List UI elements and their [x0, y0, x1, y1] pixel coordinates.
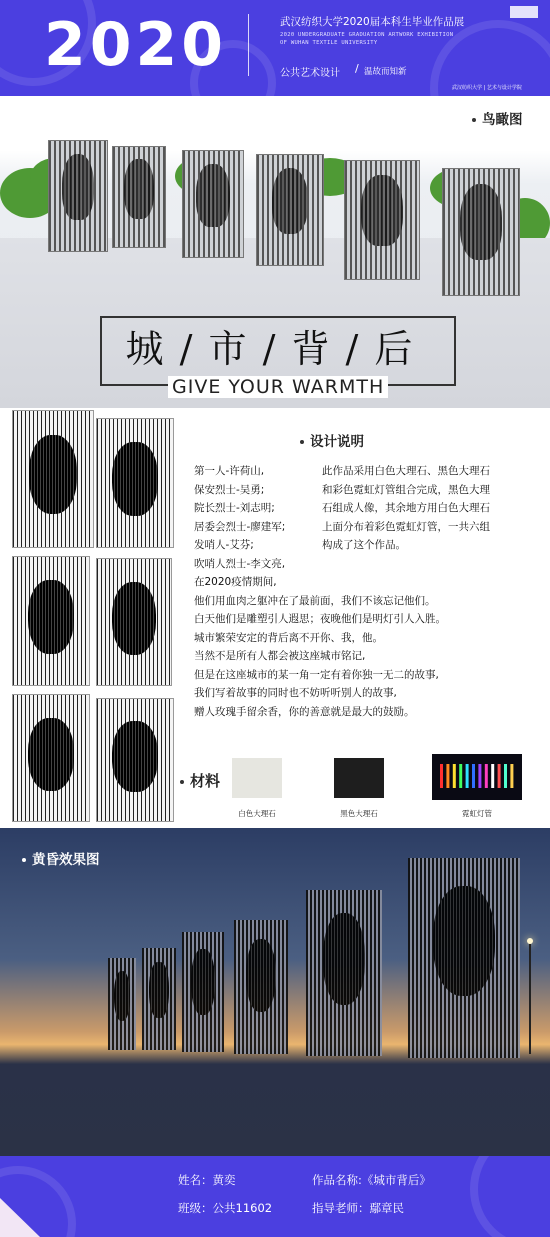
design-line: 他们用血肉之躯冲在了最前面，我们不该忘记他们。 — [194, 594, 436, 607]
motto-label: 温故而知新 — [364, 67, 407, 77]
dusk-heading — [22, 848, 100, 868]
portrait-face — [28, 718, 74, 791]
neon-tube-swatch — [432, 754, 522, 800]
work-title: 作品名称:《城市背后》 — [312, 1173, 431, 1187]
portrait-face — [196, 164, 230, 228]
design-line: 此作品采用白色大理石、黑色大理石 — [322, 465, 490, 477]
portrait-face — [323, 913, 366, 1004]
design-line: 发哨人-艾芬; — [194, 539, 254, 551]
neon-tube — [446, 764, 449, 788]
portrait-face — [29, 435, 77, 514]
footer-deco-ring — [470, 1156, 550, 1237]
portrait-image — [12, 410, 94, 548]
portrait-face — [149, 962, 168, 1018]
design-line: 赠人玫瑰手留余香，你的善意就是最大的鼓励。 — [194, 705, 415, 718]
design-heading-text: 设计说明 — [310, 434, 364, 450]
neon-tube — [510, 764, 513, 788]
exhibit-title: 武汉纺织大学2020届本科生毕业作品展 — [280, 16, 465, 28]
aerial-heading-text: 鸟瞰图 — [482, 112, 523, 128]
design-heading — [300, 430, 364, 450]
portrait-image — [12, 556, 90, 686]
university-logo: 武汉纺织大学 | 艺术与设计学院 — [452, 85, 522, 91]
major-label: 公共艺术设计 — [280, 68, 340, 79]
neon-tube — [498, 764, 501, 788]
portrait-face — [246, 939, 276, 1013]
neon-tube — [466, 764, 469, 788]
materials-heading — [180, 770, 220, 791]
neon-tube — [440, 764, 443, 788]
bullet-icon — [472, 118, 476, 122]
material-label: 白色大理石 — [238, 809, 276, 818]
neon-tube — [491, 764, 494, 788]
bullet-icon — [300, 440, 304, 444]
sculpture-panel — [142, 948, 176, 1050]
lamp-post — [529, 944, 531, 1054]
sculpture-panel — [112, 146, 166, 248]
motto-separator: / — [355, 62, 359, 75]
design-line: 我们写着故事的同时也不妨听听别人的故事, — [194, 687, 397, 699]
design-line: 第一人-许荷山, — [194, 465, 265, 477]
exhibit-title-en: OF WUHAN TEXTILE UNIVERSITY — [280, 40, 378, 46]
exhibit-title-en: 2020 UNDERGRADUATE GRADUATION ARTWORK EXHIBITION — [280, 32, 454, 38]
portrait-face — [28, 580, 74, 654]
neon-tube — [459, 764, 462, 788]
footer-banner — [0, 1156, 550, 1237]
sculpture-panel — [182, 932, 224, 1052]
design-body — [194, 573, 446, 721]
title-banner-en: GIVE YOUR WARMTH — [168, 376, 388, 398]
sculpture-panel — [344, 160, 420, 280]
portrait-face — [272, 168, 309, 234]
materials-heading-text: 材料 — [190, 772, 221, 790]
advisor-name: 指导老师：鄢章民 — [312, 1201, 404, 1215]
white-marble-swatch — [232, 758, 282, 798]
aerial-heading — [472, 108, 523, 128]
portrait-face — [112, 582, 156, 655]
design-line: 居委会烈士-廖建军; — [194, 520, 286, 533]
neon-tube — [478, 764, 481, 788]
portrait-face — [112, 442, 158, 516]
portrait-face — [114, 971, 130, 1022]
material-label: 黑色大理石 — [340, 809, 378, 818]
portrait-face — [112, 721, 158, 792]
design-line: 石组成人像，其余地方用白色大理石 — [322, 502, 490, 514]
portrait-face — [62, 154, 94, 220]
design-left-column — [194, 462, 285, 573]
sculpture-panel — [182, 150, 244, 258]
sculpture-panel — [108, 958, 136, 1050]
portrait-face — [124, 159, 153, 219]
neon-tube — [472, 764, 475, 788]
design-line: 城市繁荣安定的背后离不开你、我，他。 — [194, 631, 383, 644]
portrait-face — [191, 949, 215, 1015]
corner-logo-icon — [510, 6, 538, 18]
design-line: 和彩色霓虹灯管组合完成，黑色大理 — [322, 483, 490, 496]
dusk-heading-text: 黄昏效果图 — [32, 852, 100, 868]
footer-corner-deco — [0, 1198, 40, 1237]
sculpture-panel — [256, 154, 324, 266]
portrait-image — [96, 418, 174, 548]
dusk-render — [0, 828, 550, 1156]
design-line: 上面分布着彩色霓虹灯管，一共六组 — [322, 520, 490, 533]
design-right-column — [322, 462, 490, 555]
author-name: 姓名：黄奕 — [178, 1173, 236, 1187]
bullet-icon — [22, 858, 26, 862]
header-divider — [248, 14, 249, 76]
bullet-icon — [180, 780, 184, 784]
neon-tube — [453, 764, 456, 788]
portrait-image — [96, 558, 172, 686]
design-line: 构成了这个作品。 — [322, 539, 406, 551]
sculpture-panel — [234, 920, 288, 1054]
neon-tubes-icon — [432, 754, 522, 800]
design-line: 白天他们是雕塑引人遐思；夜晚他们是明灯引人入胜。 — [194, 613, 446, 625]
portrait-face — [460, 184, 503, 260]
portrait-image — [96, 698, 174, 822]
neon-tube — [485, 764, 488, 788]
design-line: 但是在这座城市的某一角一定有着你独一无二的故事, — [194, 668, 439, 681]
design-line: 保安烈士-吴勇; — [194, 483, 265, 496]
design-line: 院长烈士-刘志明; — [194, 502, 275, 514]
material-label: 霓虹灯管 — [462, 809, 492, 818]
portrait-face — [361, 175, 402, 246]
portrait-face — [433, 886, 496, 996]
design-line: 当然不是所有人都会被这座城市铭记, — [194, 650, 366, 662]
sculpture-panel — [306, 890, 382, 1056]
sculpture-panel — [408, 858, 520, 1058]
neon-tube — [504, 764, 507, 788]
title-banner-cn: 城 / 市 / 背 / 后 — [125, 327, 415, 371]
sculpture-panel — [442, 168, 520, 296]
author-class: 班级：公共11602 — [178, 1201, 273, 1215]
black-marble-swatch — [334, 758, 384, 798]
design-line: 吹哨人烈士-李文亮, — [194, 557, 286, 570]
sculpture-panel — [48, 140, 108, 252]
year-title: 2020 — [44, 10, 227, 80]
portrait-image — [12, 694, 90, 822]
design-line: 在2020疫情期间, — [194, 576, 277, 588]
